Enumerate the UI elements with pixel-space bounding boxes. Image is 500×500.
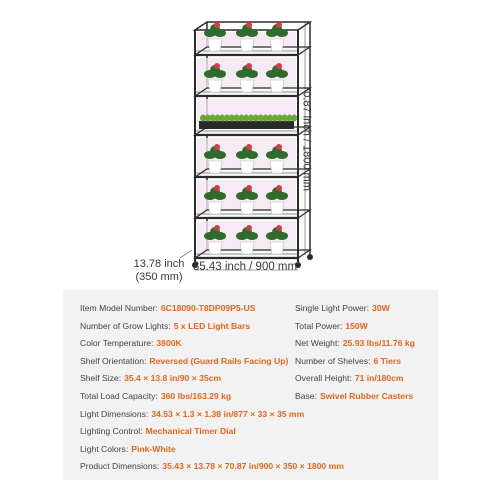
spec-value: 25.93 lbs/11.76 kg: [342, 338, 415, 349]
pot: [270, 242, 284, 254]
spec-value: 6C18090-T8DP09P5-US: [160, 303, 256, 313]
depth-mm-label: (350 mm): [135, 271, 183, 283]
flower: [214, 185, 220, 191]
flower: [246, 185, 252, 191]
spec-cell-left: [80, 319, 250, 334]
pot: [240, 80, 254, 92]
spec-value: 150W: [345, 320, 368, 331]
spec-cell-left: [80, 301, 255, 316]
width-dimension-label: 35.43 inch / 900 mm: [192, 261, 298, 273]
spec-label: Single Light Power:: [295, 303, 370, 313]
depth-dimension-line: [180, 250, 192, 258]
flower: [214, 63, 220, 69]
flower: [276, 144, 282, 150]
flower: [276, 63, 282, 69]
spec-label: Base:: [295, 391, 317, 401]
spec-row: [63, 371, 438, 386]
pot: [240, 242, 254, 254]
pot: [240, 161, 254, 173]
spec-row: [63, 336, 438, 351]
spec-label: Product Dimensions:: [80, 461, 160, 472]
spec-cell-right: [295, 354, 401, 369]
pot: [208, 39, 222, 51]
spec-value: Reversed (Guard Rails Facing Up): [149, 355, 289, 366]
spec-row: [63, 459, 438, 474]
spec-label: Total Load Capacity:: [80, 391, 158, 401]
flower: [276, 225, 282, 231]
flower: [214, 144, 220, 150]
spec-cell-left: [80, 371, 221, 386]
pot: [270, 161, 284, 173]
spec-row: [63, 424, 438, 439]
spec-cell-left: [80, 389, 231, 404]
spec-label: Color Temperature:: [80, 338, 154, 349]
spec-value: 6 Tiers: [373, 355, 402, 366]
pot: [240, 39, 254, 51]
pot: [270, 202, 284, 214]
pot: [208, 242, 222, 254]
seedling-tray: [199, 121, 294, 129]
spec-label: Lighting Control:: [80, 426, 143, 437]
flower: [246, 22, 252, 28]
flower: [276, 185, 282, 191]
spec-value: 35.4 × 13.8 in/90 × 35cm: [124, 373, 222, 384]
spec-label: Net Weight:: [295, 338, 340, 349]
spec-cell-right: [295, 336, 415, 351]
spec-row: [63, 319, 438, 334]
spec-row: [63, 301, 438, 316]
spec-label: Shelf Orientation:: [80, 355, 147, 366]
pot: [270, 80, 284, 92]
spec-label: Overall Height:: [295, 373, 352, 384]
spec-cell-left: [80, 459, 344, 474]
spec-value: Pink-White: [131, 443, 176, 454]
spec-cell-right: [295, 301, 390, 316]
pot: [208, 80, 222, 92]
spec-value: 30W: [372, 303, 390, 313]
spec-cell-left: [80, 442, 176, 457]
spec-cell-left: [80, 407, 304, 422]
spec-cell-right: [295, 371, 404, 386]
spec-value: 34.53 × 1.3 × 1.38 in/877 × 33 × 35 mm: [151, 408, 305, 419]
caster: [307, 254, 313, 260]
spec-label: Item Model Number:: [80, 303, 158, 313]
spec-label: Shelf Size:: [80, 373, 122, 384]
spec-value: Mechanical Timer Dial: [145, 426, 236, 437]
spec-value: 360 lbs/163.29 kg: [160, 391, 232, 401]
pot: [208, 161, 222, 173]
spec-cell-right: [295, 319, 368, 334]
spec-label: Light Dimensions:: [80, 408, 149, 419]
spec-value: 35.43 × 13.78 × 70.87 in/900 × 350 × 1800 mm: [162, 461, 344, 472]
spec-value: Swivel Rubber Casters: [319, 391, 414, 401]
height-dimension-label: 70.87 inch / 1800 mm: [300, 85, 313, 191]
spec-row: [63, 442, 438, 457]
spec-cell-left: [80, 354, 288, 369]
spec-label: Light Colors:: [80, 443, 129, 454]
spec-cell-left: [80, 424, 236, 439]
flower: [246, 144, 252, 150]
spec-row: [63, 407, 438, 422]
spec-label: Number of Shelves:: [295, 355, 371, 366]
flower: [246, 63, 252, 69]
spec-value: 71 in/180cm: [354, 373, 404, 384]
seedling: [291, 115, 297, 122]
spec-label: Number of Grow Lights:: [80, 320, 171, 331]
spec-value: 3800K: [156, 338, 182, 349]
flower: [246, 225, 252, 231]
spec-cell-left: [80, 336, 182, 351]
pot: [270, 39, 284, 51]
depth-dimension-label: [128, 258, 190, 284]
spec-cell-right: [295, 389, 413, 404]
spec-table: [63, 290, 438, 480]
flower: [214, 22, 220, 28]
flower: [276, 22, 282, 28]
pot: [208, 202, 222, 214]
flower: [214, 225, 220, 231]
spec-value: 5 x LED Light Bars: [173, 320, 251, 331]
spec-row: [63, 389, 438, 404]
depth-inch-label: 13.78 inch: [133, 258, 185, 270]
spec-row: [63, 354, 438, 369]
pot: [240, 202, 254, 214]
spec-label: Total Power:: [295, 320, 343, 331]
